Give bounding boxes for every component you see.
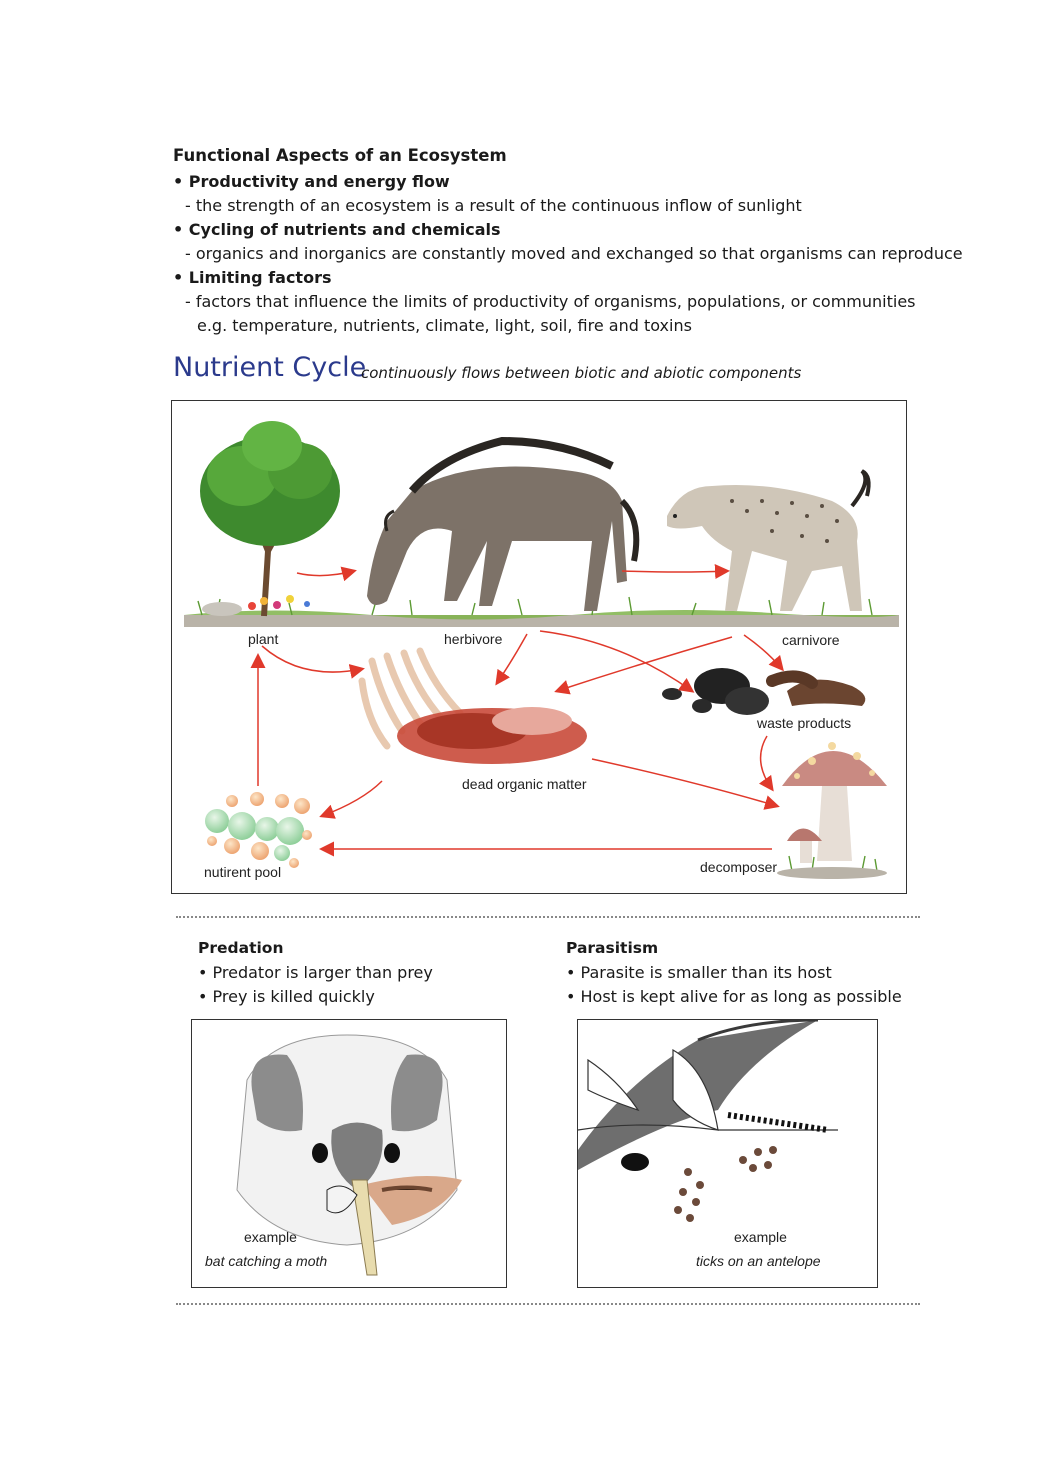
predation-example-caption: bat catching a moth (205, 1253, 328, 1269)
parasitism-example-caption: ticks on an antelope (696, 1253, 821, 1269)
detail-productivity: - the strength of an ecosystem is a result of the continuous inflow of sunlight (185, 196, 802, 215)
label-carnivore: carnivore (782, 632, 840, 648)
detail-limiting-examples: e.g. temperature, nutrients, climate, light, soil, fire and toxins (197, 316, 692, 335)
detail-cycling: - organics and inorganics are constantly moved and exchanged so that organisms can reproduce (185, 244, 963, 263)
predation-example-label: example (244, 1229, 297, 1245)
divider-top (176, 916, 920, 918)
arrow-dead-decomposer (592, 759, 777, 806)
label-herbivore: herbivore (444, 631, 503, 647)
nutrient-cycle-title: Nutrient Cycle (173, 352, 367, 383)
parasitism-illustration (577, 1019, 878, 1288)
label-waste: waste products (757, 715, 852, 731)
label-decomposer: decomposer (700, 859, 778, 875)
arrow-carnivore-waste (744, 635, 782, 669)
wildebeest-icon (367, 441, 636, 611)
bullet-cycling: • Cycling of nutrients and chemicals (173, 220, 501, 239)
parasitism-title: Parasitism (566, 939, 659, 957)
cycle-illustration (172, 401, 905, 892)
mushroom-icon (777, 742, 887, 879)
predation-point-2: • Prey is killed quickly (198, 987, 375, 1006)
arrow-herbivore-waste (540, 631, 692, 691)
arrow-plant-dead (262, 646, 362, 672)
section-title: Functional Aspects of an Ecosystem (173, 146, 507, 165)
predation-title: Predation (198, 939, 284, 957)
label-dead-matter: dead organic matter (462, 776, 587, 792)
parasitism-point-1: • Parasite is smaller than its host (566, 963, 832, 982)
label-nutrient-pool: nutirent pool (204, 864, 282, 880)
arrow-dead-pool (322, 781, 382, 816)
arrow-waste-decomposer (761, 736, 772, 789)
antelope-icon (578, 1020, 838, 1171)
bullet-limiting: • Limiting factors (173, 268, 332, 287)
nutrient-pool-icon (205, 792, 312, 868)
bullet-productivity: • Productivity and energy flow (173, 172, 450, 191)
label-plant: plant (248, 631, 279, 647)
parasitism-point-2: • Host is kept alive for as long as possible (566, 987, 902, 1006)
detail-limiting: - factors that influence the limits of productivity of organisms, populations, or communities (185, 292, 916, 311)
nutrient-cycle-diagram (171, 400, 907, 894)
parasitism-example-label: example (734, 1229, 787, 1245)
arrow-plant-herbivore (297, 571, 354, 576)
predation-illustration (191, 1019, 507, 1288)
divider-bottom (176, 1303, 920, 1305)
waste-icon (662, 668, 865, 715)
nutrient-cycle-subtitle: continuously flows between biotic and abiotic components (361, 364, 802, 382)
tree-icon (200, 421, 340, 616)
carcass-icon (362, 651, 587, 764)
arrow-herbivore-carnivore (622, 571, 727, 572)
ticks-icon (674, 1146, 777, 1222)
hyena-icon (667, 471, 869, 611)
predation-point-1: • Predator is larger than prey (198, 963, 433, 982)
